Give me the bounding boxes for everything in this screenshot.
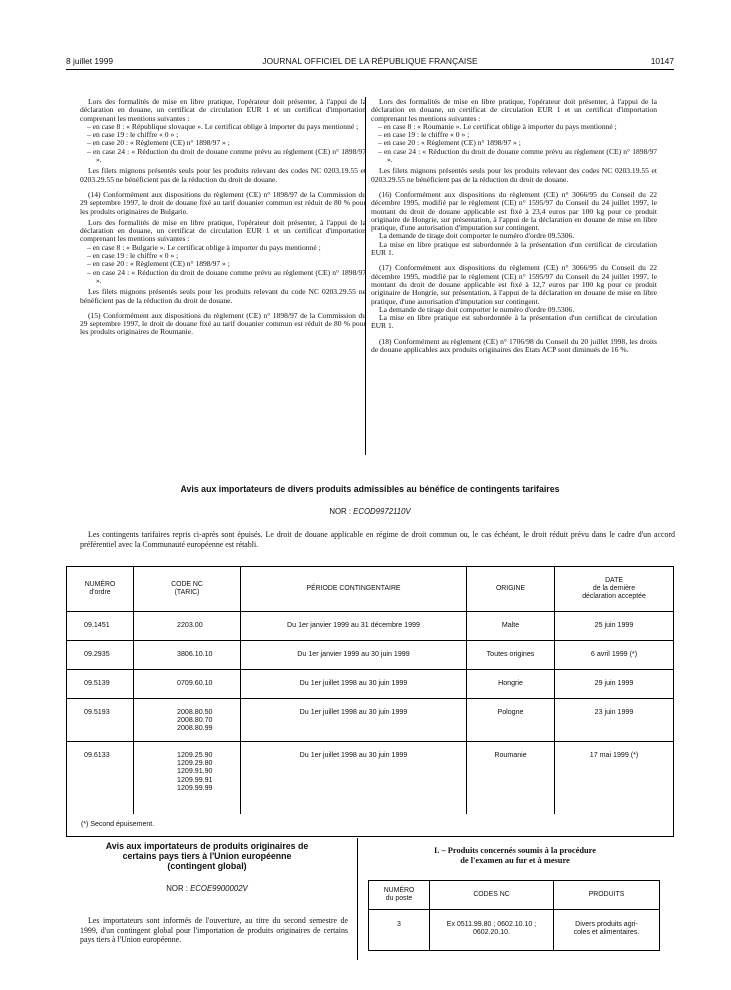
header-numero-l1: NUMÉRO [84, 581, 116, 588]
list-item: – en case 19 : le chiffre « 0 » ; [87, 251, 179, 261]
products-title-l2: de l'examen au fur et à mesure [460, 855, 570, 865]
notice-title: Avis aux importateurs de divers produits admissibles au bénéfice de contingents tarifaires [180, 484, 560, 494]
nor-label: NOR : [329, 507, 354, 516]
code-nc: 2008.80.70 [177, 716, 213, 725]
cell-codes [134, 612, 241, 640]
table-row [67, 641, 673, 670]
table-row [67, 670, 673, 699]
paragraph: (14) Conformément aux dispositions du règlement (CE) n° 1898/97 de la Commission du 29 septembre 1997, le droit de douane fixé au tarif douanier commun est réduit de 80 % pour les produits originaires de Bulgarie. [80, 189, 366, 216]
header-periode [241, 567, 467, 611]
notice-intro: Les contingents tarifaires repris ci-après sont épuisés. Le droit de douane applicable en régime de droit commun ou, le cas échéant, le droit réduit prévu dans le cadre d'un accord préférentiel avec la Communauté européenne est rétabli. [80, 530, 675, 549]
products-header-codes [430, 881, 554, 909]
cell-origine: Hongrie [467, 670, 555, 698]
cell-numero: 09.2935 [67, 641, 134, 669]
cell-date: 29 juin 1999 [594, 679, 634, 687]
list-item: – en case 24 : « Réduction du droit de douane comme prévu au règlement (CE) n° 1898/97 ». [87, 146, 366, 165]
column-divider [365, 97, 366, 455]
page-header [66, 56, 674, 68]
page-number: 10147 [650, 56, 674, 66]
header-periode-label: PÉRIODE CONTINGENTAIRE [306, 585, 401, 592]
global-quota-title-l3: (contingent global) [167, 860, 247, 871]
left-column [80, 98, 366, 337]
quota-table [66, 566, 674, 837]
global-quota-text: Les importateurs sont informés de l'ouverture, au titre du second semestre de 1999, d'un contingent global pour l'importation de produits originaires de certains pays tiers à l'Union européenne. [80, 916, 348, 945]
cell-codes [134, 670, 241, 698]
cell-codes [134, 641, 241, 669]
header-code-l1: CODE NC [171, 581, 203, 588]
list-item: – en case 20 : « Règlement (CE) n° 1898/97 » ; [87, 259, 230, 269]
products-header-numero-l2: du poste [385, 895, 413, 902]
list-item: – en case 20 : « Règlement (CE) n° 1898/97 » ; [378, 138, 521, 148]
cell-date: 17 mai 1999 (*) [589, 751, 639, 759]
header-numero-l2: d'ordre [89, 589, 111, 596]
products-header-codes-label: CODES NC [473, 891, 510, 898]
cell-origine: Roumanie [467, 742, 555, 814]
table-footnote: (*) Second épuisement. [81, 821, 155, 828]
paragraph: (15) Conformément aux dispositions du règlement (CE) n° 1898/97 de la Commission du 29 septembre 1997, le droit de douane fixé au tarif douanier commun est réduit de 80 % pour les produits originaires de Roumanie. [80, 310, 366, 337]
header-date-l3: déclaration acceptée [582, 593, 646, 600]
cell-codes [134, 699, 241, 741]
code-nc: 2203.00 [177, 621, 203, 629]
products-header-numero-l1: NUMÉRO [383, 887, 415, 894]
paragraph: (17) Conformément aux dispositions du règlement (CE) n° 3066/95 du Conseil du 22 décembre 1995, modifié par le règlement (CE) n° 1595/97 du Conseil du 24 juillet 1997, le montant du droit de douane applicable est fixé à 12,7 euros par 100 kg pour ce produit originaire de Hongrie, sur présentation, à l'appui de la déclaration en douane de mise en libre pratique, d'une autorisation d'imputation sur contingent. [371, 263, 657, 306]
table-row [67, 612, 673, 641]
paragraph: Lors des formalités de mise en libre pratique, l'opérateur doit présenter, à l'appui de la déclaration en douane, un certificat de circulation EUR 1 et un certificat d'importation comprenant les mentions suivantes : [371, 97, 657, 123]
global-quota-title-l1: Avis aux importateurs de produits originaires de [105, 841, 309, 851]
list-item: – en case 24 : « Réduction du droit de douane comme prévu au règlement (CE) n° 1898/97 ». [87, 267, 366, 285]
header-rule [66, 69, 674, 70]
paragraph: Les filets mignons présentés seuls pour les produits relevant des codes NC 0203.19.55 et 0203.29.55 ne bénéficient pas de la réduction du droit de douane. [80, 166, 366, 184]
products-table [368, 880, 660, 951]
products-header-produits [554, 881, 659, 909]
paragraph: (16) Conformément aux dispositions du règlement (CE) n° 3066/95 du Conseil du 22 décembre 1995, modifié par le règlement (CE) n° 1595/97 du Conseil du 24 juillet 1997, le montant du droit de douane applicable est fixé à 23,4 euros par 100 kg pour ce produit originaire de Hongrie, sur présentation, à l'appui de la déclaration en douane de mise en libre pratique, d'une autorisation d'imputation sur contingent. [371, 189, 657, 233]
paragraph: Lors des formalités de mise en libre pratique, l'opérateur doit présenter, à l'appui de la déclaration en douane, un certificat de circulation EUR 1 et un certificat d'importation comprenant les mentions suivantes : [80, 217, 366, 244]
header-date-l1: DATE [605, 577, 623, 584]
list-item: – en case 19 : le chiffre « 0 » ; [87, 130, 179, 140]
cell-date: 23 juin 1999 [594, 708, 634, 716]
paragraph: Lors des formalités de mise en libre pratique, l'opérateur doit présenter, à l'appui de la déclaration en douane, un certificat de circulation EUR 1 et un certificat d'importation comprenant les mentions suivantes : [80, 97, 366, 123]
products-header-produits-label: PRODUITS [588, 891, 625, 898]
code-nc: 1209.99.91 [177, 775, 213, 784]
header-date [555, 567, 673, 611]
products-produits-l1: Divers produits agri- [575, 921, 638, 928]
cell-origine: Toutes origines [467, 641, 555, 669]
global-quota-nor [66, 884, 348, 893]
cell-date: 25 juin 1999 [594, 621, 634, 629]
products-produits [554, 910, 659, 950]
paragraph: (18) Conformément au règlement (CE) n° 1706/98 du Conseil du 20 juillet 1998, les droits de douane applicables aux produits originaires des Etats ACP sont diminués de 16 %. [371, 336, 657, 355]
products-codes-l2: 0602.20.10. [473, 929, 510, 937]
paragraph: La demande de tirage doit comporter le numéro d'ordre 09.5306. [379, 304, 575, 314]
products-produits-l2: coles et alimentaires. [573, 929, 640, 937]
list-item: – en case 8 : « Roumanie ». Le certificat oblige à importer du pays mentionné ; [378, 121, 617, 131]
cell-codes [134, 742, 241, 814]
cell-numero: 09.6133 [67, 742, 134, 814]
products-codes [430, 910, 554, 950]
cell-periode: Du 1er juillet 1998 au 30 juin 1999 [241, 670, 467, 698]
table-row [67, 699, 673, 742]
global-nor-code: ECOE9900002V [190, 884, 248, 893]
header-origine-label: ORIGINE [495, 585, 526, 592]
header-date-l2: de la dernière [592, 585, 636, 592]
cell-periode: Du 1er janvier 1999 au 31 décembre 1999 [241, 612, 467, 640]
global-quota-title-l2: certains pays tiers à l'Union européenne [122, 850, 292, 861]
code-nc: 2008.80.50 [177, 708, 213, 716]
header-date: 8 juillet 1999 [66, 56, 114, 66]
paragraph: La mise en libre pratique est subordonnée à la présentation d'un certificat de circulation EUR 1. [371, 313, 657, 331]
list-item: – en case 20 : « Règlement (CE) n° 1898/97 » ; [87, 138, 230, 148]
header-origine [467, 567, 555, 611]
cell-periode: Du 1er janvier 1999 au 30 juin 1999 [241, 641, 467, 669]
cell-periode: Du 1er juillet 1998 au 30 juin 1999 [241, 699, 467, 741]
products-section-title [370, 846, 660, 865]
right-column [371, 98, 657, 354]
nor-code: ECOD9972110V [353, 507, 411, 516]
cell-origine: Pologne [467, 699, 555, 741]
cell-date: 6 avril 1999 (*) [590, 650, 638, 658]
list-item: – en case 8 : « Bulgarie ». Le certificat oblige à importer du pays mentionné ; [87, 242, 321, 252]
code-nc: 1209.91.90 [177, 767, 213, 776]
products-header-numero [369, 881, 430, 909]
code-nc: 1209.29.80 [177, 759, 213, 768]
paragraph: Les filets mignons présentés seuls pour les produits relevant des codes NC 0203.19.55 et 0203.29.55 ne bénéficient pas de la réduction du droit de douane. [371, 166, 657, 184]
cell-numero: 09.5139 [67, 670, 134, 698]
list-item: – en case 8 : « République slovaque ». Le certificat oblige à importer du pays mentionné ; [87, 121, 359, 131]
code-nc: 3806.10.10 [177, 650, 213, 658]
table-header-row [67, 567, 673, 612]
header-numero [67, 567, 134, 611]
products-codes-l1: Ex 0511.99.80 ; 0602.10.10 ; [446, 921, 537, 928]
table-row [67, 742, 673, 814]
paragraph: La mise en libre pratique est subordonnée à la présentation d'un certificat de circulation EUR 1. [371, 239, 657, 258]
list-item: – en case 24 : « Réduction du droit de douane comme prévu au règlement (CE) n° 1898/97 ». [378, 146, 657, 165]
code-nc: 1209.99.99 [177, 783, 213, 792]
global-nor-label: NOR : [166, 884, 191, 893]
global-quota-title [66, 842, 348, 871]
products-title-l1: I. – Produits concernés soumis à la procédure [434, 846, 596, 855]
products-numero: 3 [369, 910, 430, 950]
code-nc: 1209.25.90 [177, 751, 213, 759]
products-header-row [369, 881, 659, 910]
notice-nor [66, 507, 674, 516]
cell-numero: 09.5193 [67, 699, 134, 741]
products-row [369, 910, 659, 950]
cell-periode: Du 1er juillet 1998 au 30 juin 1999 [241, 742, 467, 814]
paragraph: Les filets mignons présentés seuls pour les produits relevant du code NC 0203.29.55 ne bénéficient pas de la réduction du droit de douane. [80, 287, 366, 305]
header-code [134, 567, 241, 611]
bottom-column-divider [357, 838, 358, 960]
cell-numero: 09.1451 [67, 612, 134, 640]
paragraph: La demande de tirage doit comporter le numéro d'ordre 09.5306. [379, 231, 575, 241]
code-nc: 0709.60.10 [177, 679, 213, 687]
header-code-l2: (TARIC) [174, 589, 200, 596]
list-item: – en case 19 : le chiffre « 0 » ; [378, 130, 470, 140]
code-nc: 2008.80.99 [177, 724, 213, 733]
journal-title: JOURNAL OFFICIEL DE LA RÉPUBLIQUE FRANÇAISE [262, 56, 478, 66]
cell-origine: Malte [467, 612, 555, 640]
